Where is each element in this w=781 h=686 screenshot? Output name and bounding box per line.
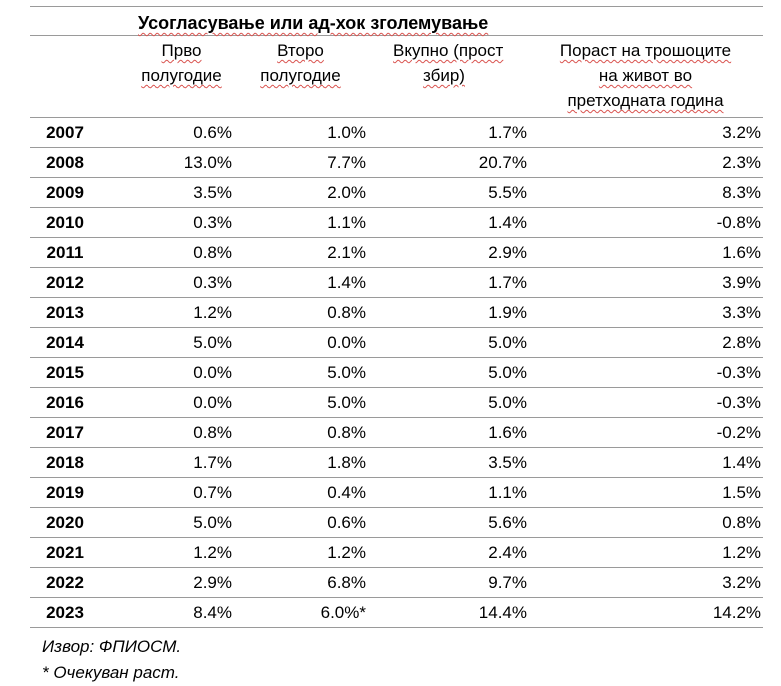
total-cell: 1.7%: [368, 268, 528, 298]
cpi-cell: 1.4%: [528, 448, 763, 478]
cpi-cell: 1.5%: [528, 478, 763, 508]
first-half-cell: 5.0%: [130, 328, 233, 358]
total-cell: 1.9%: [368, 298, 528, 328]
table-row: [30, 358, 763, 388]
footnote: * Очекуван раст.: [42, 663, 180, 682]
second-half-cell: 1.4%: [233, 268, 368, 298]
second-half-cell: 1.8%: [233, 448, 368, 478]
first-half-cell: 13.0%: [130, 148, 233, 178]
pension-adjustment-table: [30, 6, 763, 628]
year-cell: 2012: [30, 268, 130, 298]
total-cell: 9.7%: [368, 568, 528, 598]
header-total-line-2: [393, 66, 465, 85]
cpi-cell: 0.8%: [528, 508, 763, 538]
first-half-cell: 1.7%: [130, 448, 233, 478]
second-half-cell: 1.1%: [233, 208, 368, 238]
year-cell: 2017: [30, 418, 130, 448]
table-row: [30, 478, 763, 508]
cpi-cell: 3.3%: [528, 298, 763, 328]
year-cell: 2008: [30, 148, 130, 178]
second-half-cell: 5.0%: [233, 358, 368, 388]
cpi-cell: -0.2%: [528, 418, 763, 448]
year-cell: 2020: [30, 508, 130, 538]
cpi-cell: 1.2%: [528, 538, 763, 568]
first-half-cell: 0.8%: [130, 238, 233, 268]
first-half-cell: 0.8%: [130, 418, 233, 448]
table-row: [30, 448, 763, 478]
year-cell: 2011: [30, 238, 130, 268]
total-cell: 5.0%: [368, 388, 528, 418]
table-notes: [30, 634, 763, 686]
first-half-cell: 5.0%: [130, 508, 233, 538]
first-half-cell: 3.5%: [130, 178, 233, 208]
second-half-cell: 2.0%: [233, 178, 368, 208]
table-row: [30, 298, 763, 328]
year-cell: 2018: [30, 448, 130, 478]
table-title-row: [30, 7, 763, 36]
year-cell: 2022: [30, 568, 130, 598]
cpi-cell: 1.6%: [528, 238, 763, 268]
header-cpi-line-1: Пораст на трошоците: [559, 41, 732, 60]
header-total-line-1-text: Вкупно (прост: [393, 41, 504, 60]
header-second-half-line-1: Второ: [277, 41, 324, 60]
first-half-cell: 1.2%: [130, 298, 233, 328]
second-half-cell: 7.7%: [233, 148, 368, 178]
cpi-cell: 2.3%: [528, 148, 763, 178]
total-cell: 5.0%: [368, 328, 528, 358]
second-half-cell: 1.0%: [233, 118, 368, 148]
header-first-half: [130, 36, 233, 118]
second-half-cell: 0.8%: [233, 418, 368, 448]
first-half-cell: 0.6%: [130, 118, 233, 148]
first-half-cell: 2.9%: [130, 568, 233, 598]
table-row: [30, 508, 763, 538]
total-cell: 1.6%: [368, 418, 528, 448]
year-cell: 2014: [30, 328, 130, 358]
first-half-cell: 0.7%: [130, 478, 233, 508]
cpi-cell: 3.9%: [528, 268, 763, 298]
year-cell: 2021: [30, 538, 130, 568]
total-cell: 3.5%: [368, 448, 528, 478]
total-cell: 14.4%: [368, 598, 528, 628]
year-cell: 2019: [30, 478, 130, 508]
table-container: [30, 6, 763, 686]
total-cell: 1.1%: [368, 478, 528, 508]
table-body: [30, 118, 763, 628]
table-row: [30, 538, 763, 568]
table-title: [30, 7, 763, 36]
header-year: [30, 36, 130, 118]
table-row: [30, 148, 763, 178]
column-header-row: [30, 36, 763, 118]
table-row: [30, 388, 763, 418]
year-cell: 2007: [30, 118, 130, 148]
second-half-cell: 0.8%: [233, 298, 368, 328]
cpi-cell: -0.8%: [528, 208, 763, 238]
year-cell: 2023: [30, 598, 130, 628]
table-row: [30, 418, 763, 448]
second-half-cell: 6.0%*: [233, 598, 368, 628]
total-cell: 5.6%: [368, 508, 528, 538]
year-cell: 2015: [30, 358, 130, 388]
first-half-cell: 0.0%: [130, 388, 233, 418]
second-half-cell: 0.0%: [233, 328, 368, 358]
header-cpi-line-3: претходната година: [567, 91, 724, 110]
total-cell: 1.7%: [368, 118, 528, 148]
table-row: [30, 598, 763, 628]
cpi-cell: 3.2%: [528, 568, 763, 598]
cpi-cell: 14.2%: [528, 598, 763, 628]
total-cell: 2.4%: [368, 538, 528, 568]
year-cell: 2016: [30, 388, 130, 418]
first-half-cell: 0.0%: [130, 358, 233, 388]
header-total: [368, 36, 528, 118]
cpi-cell: 8.3%: [528, 178, 763, 208]
second-half-cell: 0.4%: [233, 478, 368, 508]
table-row: [30, 178, 763, 208]
second-half-cell: 6.8%: [233, 568, 368, 598]
table-row: [30, 328, 763, 358]
year-cell: 2010: [30, 208, 130, 238]
table-row: [30, 568, 763, 598]
first-half-cell: 0.3%: [130, 268, 233, 298]
second-half-cell: 5.0%: [233, 388, 368, 418]
second-half-cell: 0.6%: [233, 508, 368, 538]
table-row: [30, 118, 763, 148]
year-cell: 2009: [30, 178, 130, 208]
cpi-cell: -0.3%: [528, 358, 763, 388]
header-second-half: [233, 36, 368, 118]
first-half-cell: 1.2%: [130, 538, 233, 568]
total-cell: 2.9%: [368, 238, 528, 268]
header-total-line-2-text: збир): [423, 66, 465, 85]
second-half-cell: 1.2%: [233, 538, 368, 568]
total-cell: 20.7%: [368, 148, 528, 178]
header-first-half-line-2: полугодие: [141, 66, 222, 85]
first-half-cell: 0.3%: [130, 208, 233, 238]
table-title-text: Усогласување или ад-хок зголемување: [138, 13, 489, 33]
source-note: Извор: ФПИОСМ.: [42, 637, 182, 656]
header-cpi: [528, 36, 763, 118]
total-cell: 5.0%: [368, 358, 528, 388]
table-row: [30, 238, 763, 268]
total-cell: 5.5%: [368, 178, 528, 208]
header-cpi-line-2: на живот во: [598, 66, 693, 85]
year-cell: 2013: [30, 298, 130, 328]
cpi-cell: 3.2%: [528, 118, 763, 148]
table-row: [30, 268, 763, 298]
second-half-cell: 2.1%: [233, 238, 368, 268]
cpi-cell: 2.8%: [528, 328, 763, 358]
header-first-half-line-1: Прво: [161, 41, 202, 60]
first-half-cell: 8.4%: [130, 598, 233, 628]
header-total-line-1: [393, 41, 503, 60]
table-row: [30, 208, 763, 238]
cpi-cell: -0.3%: [528, 388, 763, 418]
total-cell: 1.4%: [368, 208, 528, 238]
header-second-half-line-2: полугодие: [260, 66, 341, 85]
